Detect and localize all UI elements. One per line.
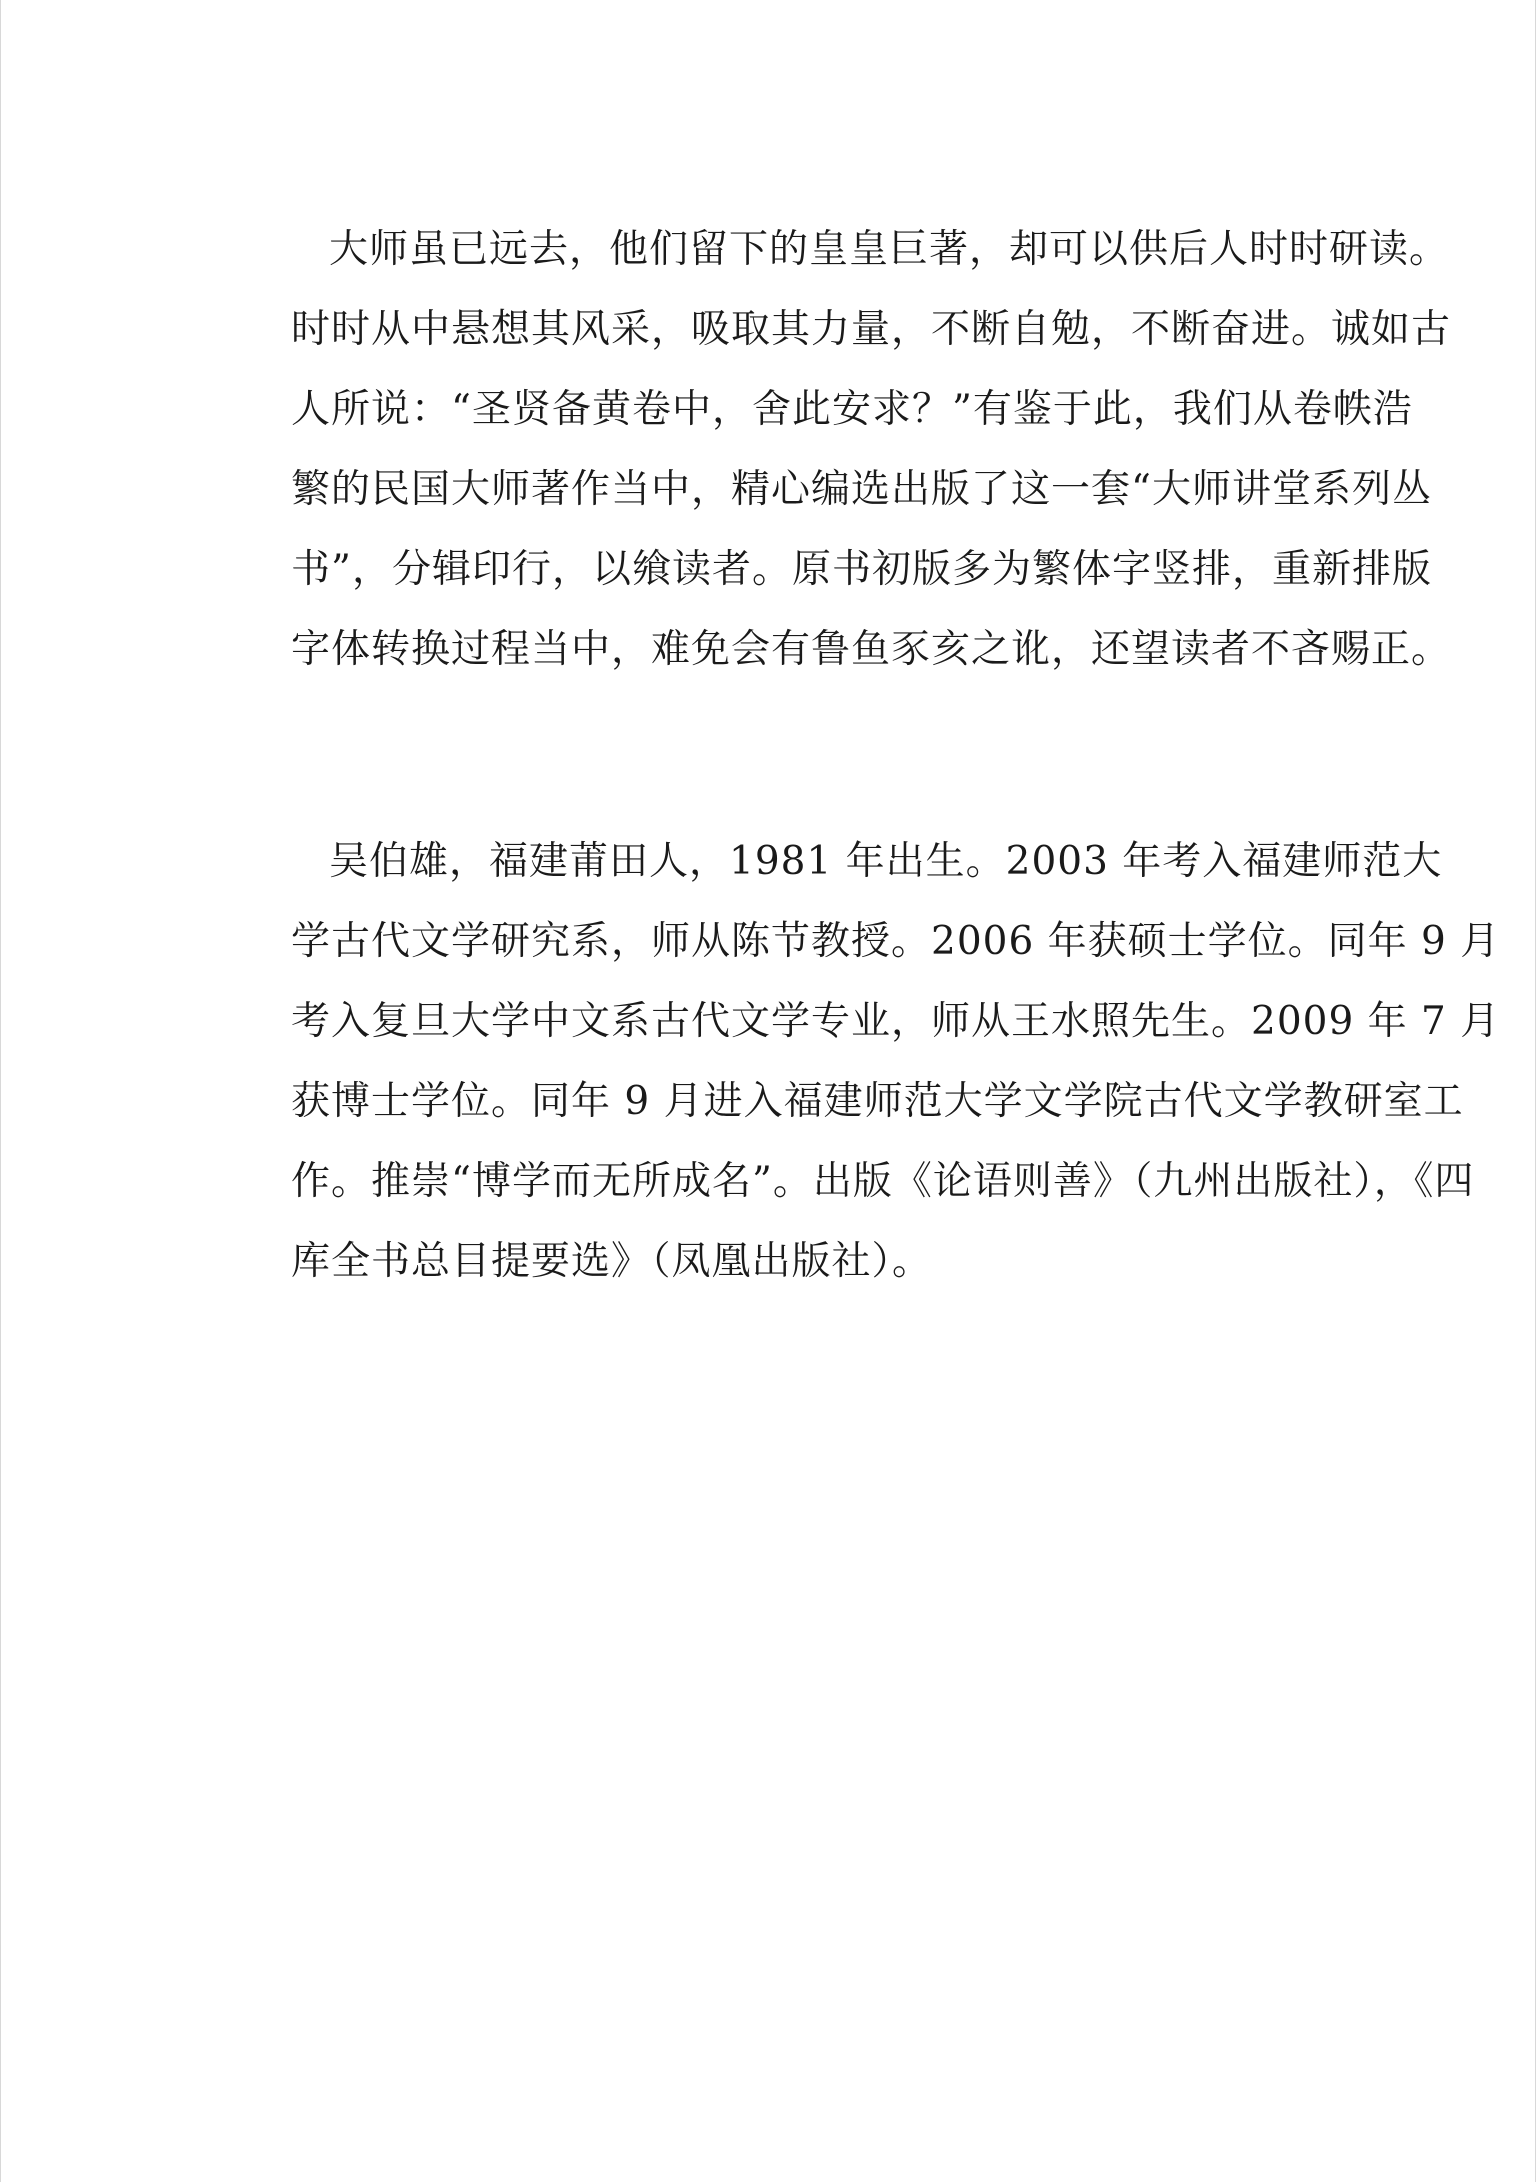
preface-line: 人所说：“圣贤备黄卷中，舍此安求？”有鉴于此，我们从卷帙浩 [291,387,1413,432]
author-bio-line: 作。推崇“博学而无所成名”。出版《论语则善》（九州出版社），《四 [291,1159,1475,1204]
preface-line: 字体转换过程当中，难免会有鲁鱼豕亥之讹，还望读者不吝赐正。 [291,627,1452,672]
preface-line: 时时从中悬想其风采，吸取其力量，不断自勉，不断奋进。诚如古 [291,307,1452,352]
preface-line: 大师虽已远去，他们留下的皇皇巨著，却可以供后人时时研读。 [329,227,1450,272]
author-bio-line: 考入复旦大学中文系古代文学专业，师从王水照先生。2009 年 7 月 [291,999,1501,1044]
author-bio-line: 吴伯雄，福建莆田人，1981 年出生。2003 年考入福建师范大 [329,839,1443,884]
author-bio-line: 学古代文学研究系，师从陈节教授。2006 年获硕士学位。同年 9 月 [291,919,1501,964]
preface-paragraph [291,210,1452,690]
author-bio-line: 库全书总目提要选》（凤凰出版社）。 [291,1239,933,1284]
author-bio-line: 获博士学位。同年 9 月进入福建师范大学文学院古代文学教研室工 [291,1079,1464,1124]
preface-line: 书”，分辑印行，以飨读者。原书初版多为繁体字竖排，重新排版 [291,547,1432,592]
author-bio-paragraph [291,822,1501,1302]
preface-line: 繁的民国大师著作当中，精心编选出版了这一套“大师讲堂系列丛 [291,467,1432,512]
